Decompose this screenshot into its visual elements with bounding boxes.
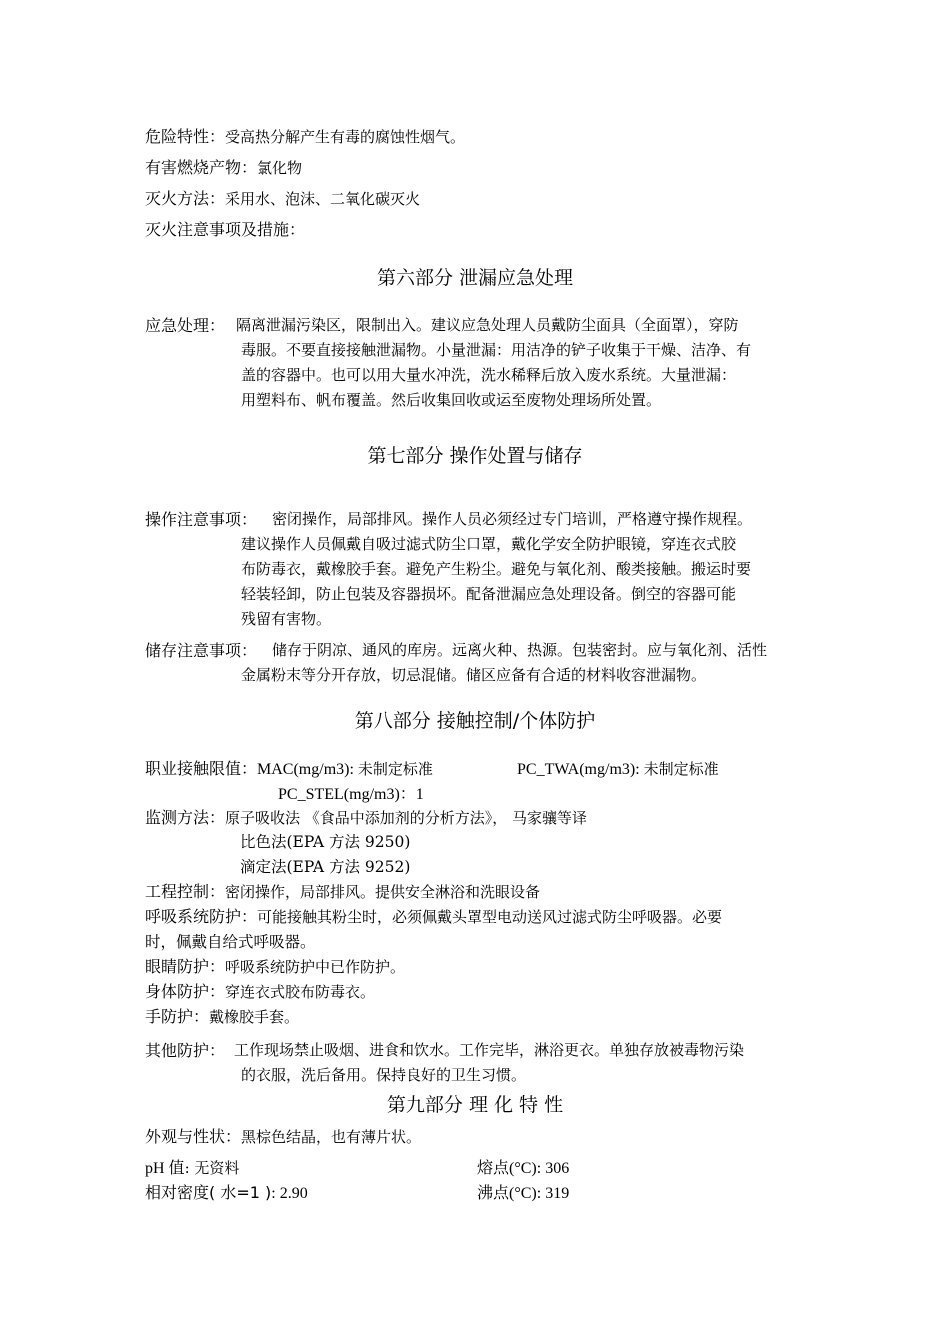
part9-heading: 第九部分 理 化 特 性 — [386, 1094, 564, 1116]
emergency-line: 盖的容器中。也可以用大量水冲洗，洗水稀释后放入废水系统。大量泄漏： — [241, 366, 737, 384]
density-line — [145, 1183, 308, 1204]
monitor-line — [145, 808, 587, 828]
operation-block — [145, 507, 815, 632]
body-line — [145, 982, 375, 1002]
boiling-label: 沸点 — [477, 1183, 510, 1202]
mac-label: MAC(mg/m3): — [257, 761, 358, 778]
hazard-label: 危险特性： — [145, 127, 226, 146]
hand-text: 戴橡胶手套。 — [209, 1008, 300, 1026]
emergency-line: 用塑料布、帆布覆盖。然后收集回收或运至废物处理场所处置。 — [241, 391, 662, 409]
appearance-text: 黑棕色结晶，也有薄片状。 — [241, 1128, 422, 1146]
combustion-label: 有害燃烧产物： — [145, 158, 258, 177]
respiratory-text-cont: 时，佩戴自给式呼吸器。 — [145, 933, 316, 951]
mac-value: 未制定标准 — [357, 760, 433, 778]
eye-text: 呼吸系统防护中已作防护。 — [225, 958, 406, 976]
pctwa-value: 未制定标准 — [643, 760, 719, 778]
part7-heading: 第七部分 操作处置与储存 — [367, 445, 583, 467]
pcstel-line — [278, 784, 424, 805]
other-block — [145, 1038, 815, 1088]
operation-line: 残留有害物。 — [241, 610, 332, 628]
eye-line — [145, 957, 405, 977]
pcstel-label: PC_STEL(mg/m3)： — [278, 786, 416, 803]
monitor-method: 比色法(EPA 方法 9250) — [240, 833, 411, 851]
appearance-label: 外观与性状： — [145, 1127, 242, 1146]
monitor-label: 监测方法： — [145, 808, 226, 827]
eye-label: 眼睛防护： — [145, 957, 226, 976]
body-text: 穿连衣式胶布防毒衣。 — [225, 983, 376, 1001]
emergency-line: 隔离泄漏污染区，限制出入。建议应急处理人员戴防尘面具（全面罩），穿防 — [236, 316, 739, 334]
monitor-method: 原子吸收法 《食品中添加剂的分析方法》， 马家骧等译 — [225, 809, 588, 827]
method-label: 灭火方法： — [145, 189, 226, 208]
density-label: 相对密度( 水=1 ) — [145, 1183, 272, 1202]
pcstel-value: 1 — [415, 786, 424, 803]
method-text: 采用水、泡沫、二氧化碳灭火 — [225, 190, 421, 208]
engineering-text: 密闭操作，局部排风。提供安全淋浴和洗眼设备 — [225, 883, 541, 901]
density-value: : 2.90 — [271, 1185, 308, 1202]
body-label: 身体防护： — [145, 982, 226, 1001]
storage-line: 储存于阴凉、通风的库房。远离火种、热源。包装密封。应与氧化剂、活性 — [272, 641, 768, 659]
emergency-label: 应急处理： — [145, 316, 226, 335]
limit-line — [145, 759, 433, 780]
operation-label: 操作注意事项： — [145, 510, 258, 529]
part8-heading: 第八部分 接触控制/个体防护 — [354, 710, 596, 732]
operation-line: 密闭操作，局部排风。操作人员必须经过专门培训，严格遵守操作规程。 — [272, 510, 753, 528]
respiratory-text: 可能接触其粉尘时，必须佩戴头罩型电动送风过滤式防尘呼吸器。必要 — [257, 908, 723, 926]
hand-label: 手防护： — [145, 1007, 210, 1026]
combustion-text: 氯化物 — [257, 159, 303, 177]
melting-line — [477, 1158, 569, 1179]
hazard-text: 受高热分解产生有毒的腐蚀性烟气。 — [225, 128, 466, 146]
hazard-line — [145, 127, 465, 147]
ph-line — [145, 1158, 239, 1179]
operation-line: 布防毒衣，戴橡胶手套。避免产生粉尘。避免与氧化剂、酸类接触。搬运时要 — [241, 560, 752, 578]
notes-line — [145, 220, 305, 240]
part6-heading: 第六部分 泄漏应急处理 — [376, 267, 574, 289]
other-line: 的衣服，洗后备用。保持良好的卫生习惯。 — [241, 1066, 527, 1084]
ph-value: : 无资料 — [184, 1159, 240, 1177]
other-line: 工作现场禁止吸烟、进食和饮水。工作完毕，淋浴更衣。单独存放被毒物污染 — [234, 1041, 745, 1059]
storage-line: 金属粉末等分开存放，切忌混储。储区应备有合适的材料收容泄漏物。 — [241, 666, 707, 684]
engineering-label: 工程控制： — [145, 882, 226, 901]
engineering-line — [145, 882, 540, 902]
operation-line: 建议操作人员佩戴自吸过滤式防尘口罩，戴化学安全防护眼镜，穿连衣式胶 — [241, 535, 737, 553]
limit-label: 职业接触限值： — [145, 759, 258, 778]
respiratory-line — [145, 907, 722, 927]
operation-line: 轻装轻卸，防止包装及容器损坏。配备泄漏应急处理设备。倒空的容器可能 — [241, 585, 737, 603]
hand-line — [145, 1007, 299, 1027]
storage-label: 储存注意事项： — [145, 641, 258, 660]
notes-label: 灭火注意事项及措施： — [145, 220, 306, 239]
pctwa-line — [517, 759, 719, 780]
combustion-line — [145, 158, 302, 178]
storage-block — [145, 638, 815, 688]
method-line — [145, 189, 420, 209]
monitor-method: 滴定法(EPA 方法 9252) — [240, 858, 411, 876]
boiling-value: (°C): 319 — [509, 1185, 570, 1202]
ph-label: pH 值 — [145, 1160, 185, 1177]
respiratory-label: 呼吸系统防护： — [145, 907, 258, 926]
melting-label: 熔点 — [477, 1158, 510, 1177]
melting-value: (°C): 306 — [509, 1160, 570, 1177]
part6-block — [145, 313, 815, 413]
pctwa-label: PC_TWA(mg/m3): — [517, 761, 644, 778]
emergency-line: 毒服。不要直接接触泄漏物。小量泄漏：用洁净的铲子收集于干燥、洁净、有 — [241, 341, 752, 359]
other-label: 其他防护： — [145, 1041, 226, 1060]
appearance-line — [145, 1127, 421, 1147]
boiling-line — [477, 1183, 569, 1204]
